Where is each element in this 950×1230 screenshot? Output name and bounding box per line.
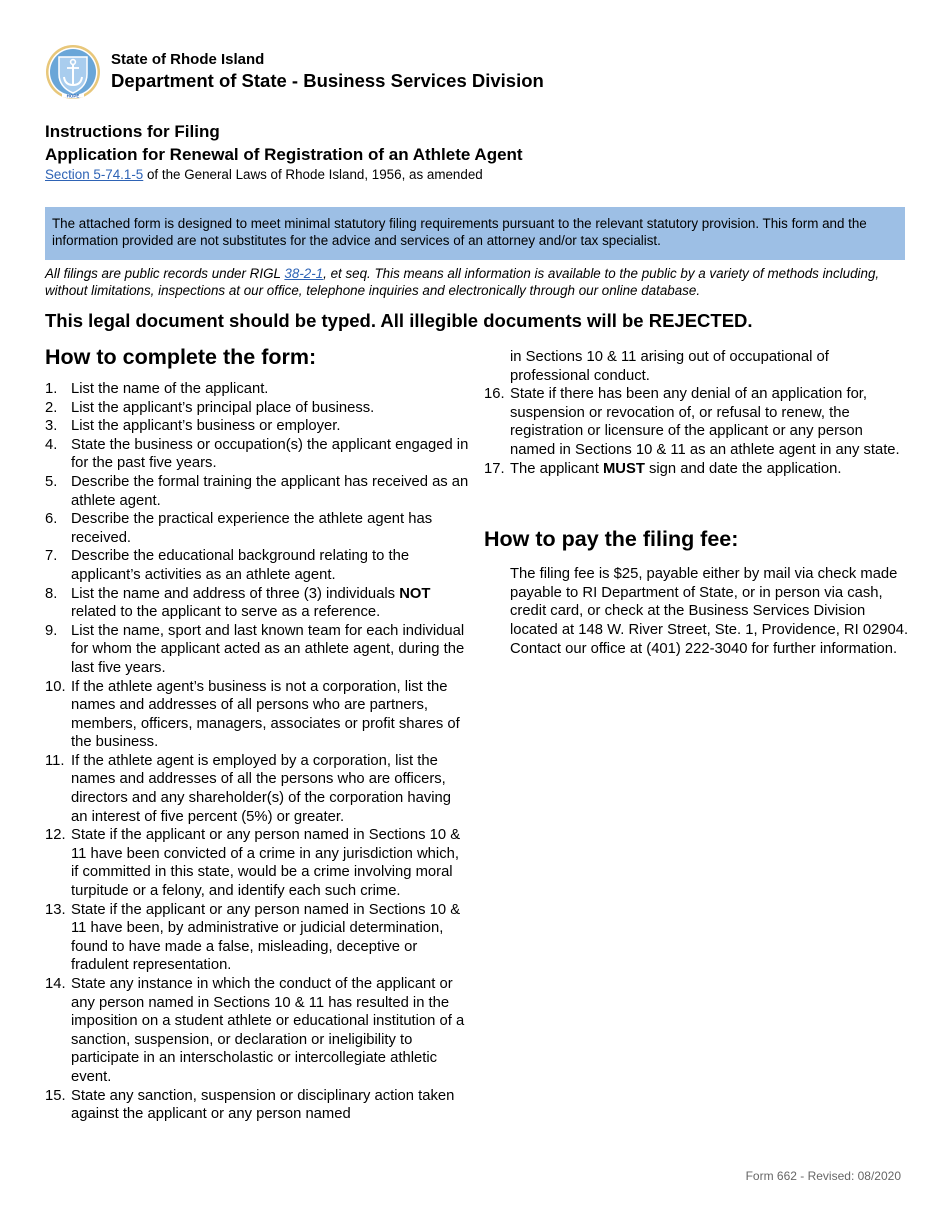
instructions-list xyxy=(45,380,470,1124)
public-records-text: All filings are public records under RIGL xyxy=(45,266,285,281)
document-titles xyxy=(45,121,905,183)
page-header xyxy=(45,44,905,100)
list-item: 12. State if the applicant or any person named in Sections 10 & 11 have been convicted of a crime in any jurisdiction which, if committed in this state, would be a crime involving moral turpitude or a felony, and identify each such crime. xyxy=(45,827,461,900)
filing-fee-text: The filing fee is $25, payable either by mail via check made payable to RI Department of State, or in person via cash, credit card, or check at the Business Services Division located at 148 W. River Street, Ste. 1, Providence, RI 02904. Contact our office at (401) 222-3040 for further information. xyxy=(510,566,909,657)
list-item: 7. Describe the educational background relating to the applicant’s activities as an athlete agent. xyxy=(45,548,410,583)
list-item: 10. If the athlete agent’s business is not a corporation, list the names and addresses of all persons who are partners, members, officers, managers, associates or profit shares of the business. xyxy=(45,678,460,751)
list-item: 1. List the name of the applicant. xyxy=(45,381,269,397)
list-item: 13. State if the applicant or any person named in Sections 10 & 11 have been, by administrative or judicial determination, found to have made a false, misleading, deceptive or fradulent representation. xyxy=(45,901,461,974)
list-item: 3. List the applicant’s business or employer. xyxy=(45,418,341,435)
state-name: State of Rhode Island xyxy=(111,51,265,68)
list-item: 11. If the athlete agent is employed by a corporation, list the names and addresses of all the persons who are officers, directors and any shareholder(s) of the corporation having an interest of five percent (5%) or greater. xyxy=(45,752,452,825)
list-item: 2. List the applicant’s principal place of business. xyxy=(45,399,375,416)
statute-citation xyxy=(45,166,905,183)
disclaimer-notice: The attached form is designed to meet minimal statutory filing requirements pursuant to the relevant statutory provision. This form and the information provided are not substitutes for the advice and services of an attorney and/or tax specialist. xyxy=(45,207,905,260)
department-name: Department of State - Business Services Division xyxy=(111,70,544,91)
list-item: 6. Describe the practical experience the athlete agent has received. xyxy=(45,511,433,546)
instructions-title: Instructions for Filing xyxy=(45,122,220,141)
instructions-list-continued xyxy=(484,348,909,478)
form-title: Application for Renewal of Registration of an Athlete Agent xyxy=(45,145,523,164)
citation-text: of the General Laws of Rhode Island, 1956, as amended xyxy=(143,167,483,182)
rigl-link[interactable]: 38-2-1 xyxy=(284,266,324,281)
instructions-left-column xyxy=(45,343,470,1124)
list-item: 16. State if there has been any denial of an application for, suspension or revocation of, or refusal to renew, the registration or licensure of the applicant or any person named in Sections 10 & 11 as an athlete agent in any state. xyxy=(484,386,900,458)
list-item-continued: in Sections 10 & 11 arising out of occupational of professional conduct. xyxy=(510,349,829,384)
filing-fee-heading: How to pay the filing fee: xyxy=(484,527,739,552)
typed-warning: This legal document should be typed. All illegible documents will be REJECTED. xyxy=(45,310,753,331)
form-revision-footer: Form 662 - Revised: 08/2020 xyxy=(745,1169,901,1183)
public-records-notice xyxy=(45,265,905,299)
list-item: 4. State the business or occupation(s) the applicant engaged in for the past five years. xyxy=(45,436,469,472)
list-item: 9. List the name, sport and last known team for each individual for whom the applicant acted as an athlete agent, during the last five years. xyxy=(45,622,465,676)
state-seal-icon xyxy=(45,44,101,100)
list-item: 14. State any instance in which the conduct of the applicant or any person named in Sections 10 & 11 has resulted in the imposition on a student athlete or educational institution of a sanction, suspension, or declaration or ineligibility to participate in an interscholastic or intercollegiate athletic event. xyxy=(45,976,465,1085)
list-item: 15. State any sanction, suspension or disciplinary action taken against the applicant or any person named xyxy=(45,1087,455,1123)
instructions-right-column xyxy=(484,348,909,658)
statute-link[interactable]: Section 5-74.1-5 xyxy=(45,167,144,182)
list-item: 17. The applicant MUST sign and date the application. xyxy=(484,460,842,477)
complete-form-heading: How to complete the form: xyxy=(45,345,317,369)
public-records-text-cont: , et seq. This means all information is available to the public by a variety of methods including, without limitations, inspections at our office, telephone inquiries and electronically through our online database. xyxy=(45,266,880,298)
list-item: 5. Describe the formal training the applicant has received as an athlete agent. xyxy=(45,473,469,509)
svg-text:HOPE: HOPE xyxy=(66,93,80,99)
list-item: 8. List the name and address of three (3) individuals NOT related to the applicant to serve as a reference. xyxy=(45,585,431,621)
